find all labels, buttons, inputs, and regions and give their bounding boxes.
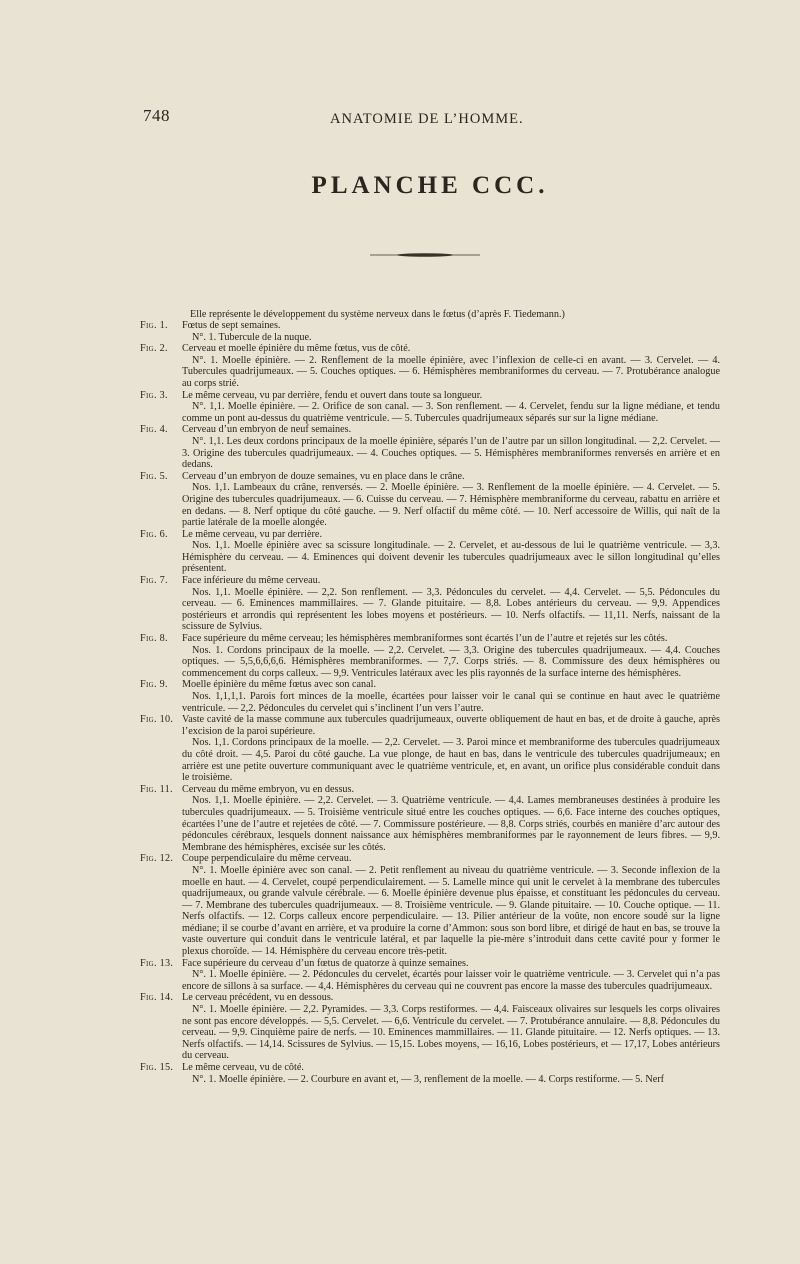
figure-label: Fig. 10. — [140, 714, 174, 726]
figure-entry — [140, 958, 720, 993]
figure-entry — [140, 424, 720, 470]
figure-entry — [140, 529, 720, 575]
figure-entry — [140, 784, 720, 854]
figure-entry — [140, 390, 720, 425]
ornamental-rule — [370, 253, 480, 257]
figure-entry — [140, 714, 720, 784]
figure-legend: N°. 1. Moelle épinière. — 2. Courbure en avant et, — 3, renflement de la moelle. — 4. Corps restiforme. — 5. Nerf — [192, 1073, 664, 1085]
running-head: ANATOMIE DE L’HOMME. — [330, 111, 524, 127]
figure-legend: Nos. 1,1. Moelle épinière. — 2,2. Cervelet. — 3. Quatrième ventricule. — 4,4. Lames membraneuses destinées à produire les tubercules quadrijumeaux. — 5. Troisième ventricule situé entre les couches optiques. — 6,6. Face interne des couches optiques, écartées l’une de l’autre et rejetées de côté. — 7. Commissure postérieure. — 8,8. Corps striés, courbés en manière d’arc autour des pédoncules cérébraux, lesquels donnent naissance aux hémisphères membraniformes par le rayonnement de leurs fibres. — 9,9. Membrane des hémisphères, excisée sur les côtés. — [182, 795, 720, 853]
figure-legend: Nos. 1. Cordons principaux de la moelle. — 2,2. Cervelet. — 3,3. Origine des tubercules quadrijumeaux. — 4,4. Couches optiques. — 5,5,6,6,6,6. Hémisphères membraniformes. — 7,7. Corps striés. — 8. Commissure des deux hémisphères ou commencement du corps calleux. — 9,9. Ventricules latéraux avec les plis rayonnés de la surface interne des hémisphères. — [182, 644, 720, 679]
figure-legend: N°. 1,1. Moelle épinière. — 2. Orifice de son canal. — 3. Son renflement. — 4. Cervelet, fendu sur la ligne médiane, et tendu comme un pont au-dessus du quatrième ventricule. — 5. Tubercules quadrijumeaux séparés sur sur la ligne médiane. — [182, 401, 720, 424]
figure-entry — [140, 343, 720, 389]
figure-entry — [140, 320, 720, 343]
figure-label: Fig. 11. — [140, 783, 173, 795]
figure-legend: Nos. 1,1. Moelle épinière avec sa scissure longitudinale. — 2. Cervelet, et au-dessous de lui le quatrième ventricule. — 3,3. Hémisphère du cerveau. — 4. Eminences qui doivent devenir les tubercules quadrijumeaux avec le sillon longitudinal qu’elles présentent. — [182, 540, 720, 575]
figure-description: Cerveau d’un embryon de douze semaines, vu en place dans le crâne. — [182, 470, 465, 482]
figure-entry — [140, 633, 720, 679]
figure-label: Fig. 15. — [140, 1062, 174, 1073]
figure-legend: N°. 1. Moelle épinière. — 2. Renflement de la moelle épinière, avec l’inflexion de celle-ci en avant. — 3. Cervelet. — 4. Tubercules quadrijumeaux. — 5. Couches optiques. — 6. Hémisphères membraniformes du cerveau. — 7. Protubérance analogue au corps strié. — [182, 354, 720, 389]
figure-description: Le même cerveau, vu par derrière, fendu et ouvert dans toute sa longueur. — [182, 389, 483, 401]
figure-description: Fœtus de sept semaines. — [182, 320, 281, 331]
figure-list — [140, 320, 720, 1085]
figure-legend: N°. 1. Moelle épinière avec son canal. — 2. Petit renflement au niveau du quatrième ventricule. — 3. Seconde inflexion de la moelle en haut. — 4. Cervelet, coupé perpendiculairement. — 5. Lamelle mince qui unit le cervelet à la membrane des tubercules quadrijumeaux, ou grande valvule cérébrale. — 6. Moelle épinière devenue plus épaisse, et constituant les pédoncules du cerveau. — 7. Membrane des tubercules quadrijumeaux. — 8. Troisième ventricule. — 9. Glande pituitaire. — 10. Couche optique. — 11. Nerfs olfactifs. — 12. Corps calleux encore perpendiculaire. — 13. Pilier antérieur de la voûte, non encore soudé sur la ligne médiane; il se courbe d’avant en arrière, et va produire la corne d’Ammon: sous son bord libre, et dirigé de haut en bas, se trouve la vaste ouverture qui conduit dans le ventricule latéral, et par laquelle la pie-mère s’introduit dans cette cavité pour y former le plexus choroïde. — 14. Hémisphère du cerveau encore très-petit. — [182, 864, 720, 958]
figure-label: Fig. 6. — [140, 528, 168, 540]
figure-label: Fig. 4. — [140, 424, 168, 436]
figure-label: Fig. 14. — [140, 992, 174, 1004]
plate-title: PLANCHE CCC. — [311, 172, 549, 199]
figure-description: Cerveau et moelle épinière du même fœtus, vus de côté. — [182, 343, 411, 355]
figure-label: Fig. 1. — [140, 320, 168, 331]
figure-label: Fig. 13. — [140, 957, 174, 969]
figure-description: Cerveau d’un embryon de neuf semaines. — [182, 424, 352, 436]
figure-label: Fig. 3. — [140, 389, 168, 401]
figure-description: Le même cerveau, vu de côté. — [182, 1062, 304, 1073]
figure-label: Fig. 7. — [140, 575, 168, 587]
figure-entry — [140, 471, 720, 529]
figure-entry — [140, 575, 720, 633]
figure-legend: N°. 1. Moelle épinière. — 2. Pédoncules du cervelet, écartés pour laisser voir le quatrième ventricule. — 3. Cervelet qui n’a pas encore de sillons à sa surface. — 4,4. Hémisphères du cerveau qui ne couvrent pas encore la masse des tubercules quadrijumeaux. — [182, 969, 720, 992]
figure-description: Le cerveau précédent, vu en dessous. — [182, 992, 334, 1004]
plate-intro: Elle représente le développement du système nerveux dans le fœtus (d’après F. Tiedemann.) — [190, 309, 565, 320]
figure-description: Vaste cavité de la masse commune aux tubercules quadrijumeaux, ouverte obliquement de haut en bas, et de droite à gauche, après l’excision de la paroi supérieure. — [182, 714, 720, 737]
figure-description: Le même cerveau, vu par derrière. — [182, 528, 322, 540]
figure-legend: Nos. 1,1. Lambeaux du crâne, renversés. — 2. Moelle épinière. — 3. Renflement de la moelle épinière. — 4. Cervelet. — 5. Origine des tubercules quadrijumeaux. — 6. Cuisse du cerveau. — 7. Hémisphère membraniforme du cerveau, rabattu en arrière et en dedans. — 8. Nerf optique du côté gauche. — 9. Nerf olfactif du même côté. — 10. Nerf accessoire de Willis, qui naît de la partie latérale de la moelle alongée. — [182, 482, 720, 529]
figure-legend: N°. 1. Tubercule de la nuque. — [192, 331, 312, 343]
figure-legend: Nos. 1,1. Moelle épinière. — 2,2. Son renflement. — 3,3. Pédoncules du cervelet. — 4,4. Cervelet. — 5,5. Pédoncules du cerveau. — 6. Eminences mammillaires. — 7. Glande pituitaire. — 8,8. Lobes antérieurs du cerveau. — 9,9. Appendices postérieurs et arrondis qui représentent les lobes moyens et postérieurs. — 10. Nerfs olfactifs. — 11,11. Nerfs, naissant de la scissure de Sylvius. — [182, 586, 720, 633]
figure-legend: N°. 1. Moelle épinière. — 2,2. Pyramides. — 3,3. Corps restiformes. — 4,4. Faisceaux olivaires sur lesquels les corps olivaires ne sont pas encore développés. — 5,5. Cervelet. — 6,6. Ventricule du cervelet. — 7. Protubérance annulaire. — 8,8. Pédoncules du cerveau. — 9,9. Cinquième paire de nerfs. — 10. Eminences mammillaires. — 11. Glande pituitaire. — 12. Nerfs optiques. — 13. Nerfs olfactifs. — 14,14. Scissures de Sylvius. — 15,15. Lobes moyens, — 16,16, Lobes postérieurs, et — 17,17, Lobes antérieurs du cerveau. — [182, 1004, 720, 1062]
figure-legend: N°. 1,1. Les deux cordons principaux de la moelle épinière, séparés l’un de l’autre par un sillon longitudinal. — 2,2. Cervelet. — 3. Origine des tubercules quadrijumeaux. — 4. Couches optiques. — 5. Hémisphères membraniformes renversés en arrière et en dedans. — [182, 435, 720, 471]
figure-label: Fig. 9. — [140, 679, 168, 691]
page-number: 748 — [143, 106, 170, 125]
figure-entry — [140, 1062, 720, 1085]
figure-legend: Nos. 1,1. Cordons principaux de la moelle. — 2,2. Cervelet. — 3. Paroi mince et membraniforme des tubercules quadrijumeaux du côté droit. — 4,5. Paroi du côté gauche. La vue plonge, de haut en bas, dans le ventricule des tubercules quadrijumeaux; en arrière est une petite ouverture communiquant avec le quatrième ventricule, et, en avant, un orifice plus considérable conduit dans le troisième. — [182, 737, 720, 784]
figure-description: Face supérieure du cerveau d’un fœtus de quatorze à quinze semaines. — [182, 957, 469, 969]
figure-label: Fig. 2. — [140, 343, 168, 355]
figure-description: Cerveau du même embryon, vu en dessus. — [182, 783, 355, 795]
figure-entry — [140, 679, 720, 714]
figure-legend: Nos. 1,1,1,1. Parois fort minces de la moelle, écartées pour laisser voir le canal qui se continue en haut avec le quatrième ventricule. — 2,2. Pédoncules du cervelet qui s’inclinent l’un vers l’autre. — [182, 691, 720, 714]
figure-entry — [140, 853, 720, 957]
figure-label: Fig. 8. — [140, 633, 168, 645]
figure-description: Face inférieure du même cerveau. — [182, 575, 321, 587]
figure-description: Moelle épinière du même fœtus avec son canal. — [182, 679, 377, 691]
figure-description: Face supérieure du même cerveau; les hémisphères membraniformes sont écartés l’un de l’autre et rejetés sur les côtés. — [182, 633, 668, 645]
figure-label: Fig. 12. — [140, 853, 174, 865]
figure-label: Fig. 5. — [140, 470, 168, 482]
figure-description: Coupe perpendiculaire du même cerveau. — [182, 853, 352, 865]
figure-entry — [140, 992, 720, 1062]
